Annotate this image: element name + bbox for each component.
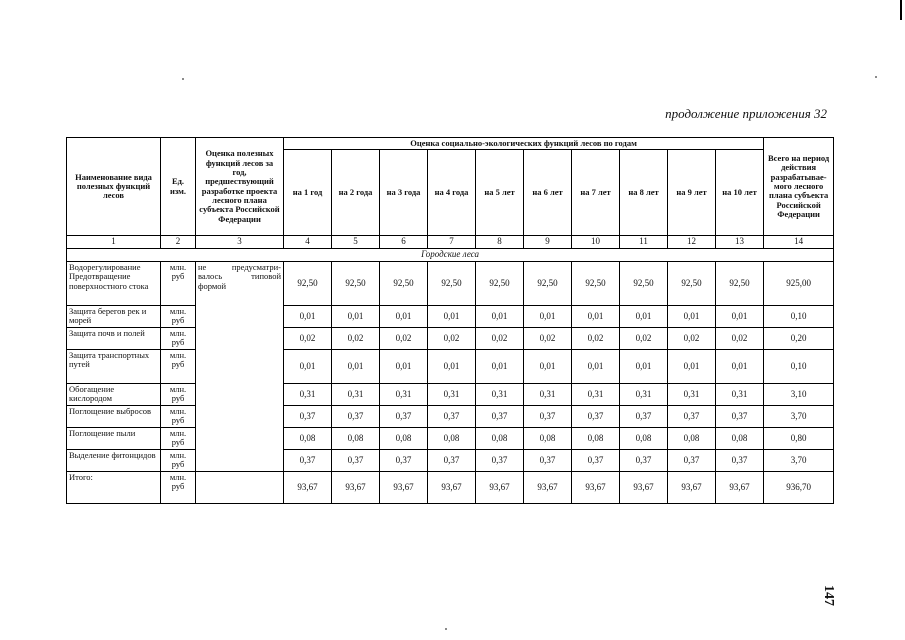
scan-speck (182, 78, 184, 80)
row-year-value: 0,37 (716, 406, 764, 428)
row-year-value: 0,01 (620, 350, 668, 384)
row-year-value: 0,37 (380, 406, 428, 428)
row-year-value: 0,37 (380, 450, 428, 472)
row-year-value: 0,08 (380, 428, 428, 450)
row-name: Итого: (67, 472, 161, 504)
row-unit: млн. руб (161, 262, 196, 306)
row-year-value: 0,01 (524, 350, 572, 384)
row-year-value: 0,01 (332, 350, 380, 384)
table-row (67, 472, 834, 504)
row-year-value: 0,01 (428, 350, 476, 384)
column-number: 10 (572, 236, 620, 249)
row-year-value: 0,02 (476, 328, 524, 350)
row-total: 0,10 (764, 350, 834, 384)
row-year-value: 0,37 (476, 406, 524, 428)
row-year-value: 0,08 (620, 428, 668, 450)
header-name: Наименование вида полезных функций лесов (67, 138, 161, 236)
forest-functions-table (66, 137, 834, 504)
row-year-value: 0,37 (716, 450, 764, 472)
column-number: 13 (716, 236, 764, 249)
column-number: 1 (67, 236, 161, 249)
header-year: на 7 лет (572, 150, 620, 236)
scan-speck (875, 76, 877, 78)
row-year-value: 0,31 (620, 384, 668, 406)
scan-speck (445, 628, 447, 630)
row-year-value: 92,50 (524, 262, 572, 306)
row-total: 925,00 (764, 262, 834, 306)
row-year-value: 92,50 (572, 262, 620, 306)
row-year-value: 0,01 (428, 306, 476, 328)
row-year-value: 93,67 (716, 472, 764, 504)
header-year: на 8 лет (620, 150, 668, 236)
row-year-value: 0,37 (572, 450, 620, 472)
row-year-value: 0,37 (428, 450, 476, 472)
row-name: Обогащение кислородом (67, 384, 161, 406)
row-year-value: 92,50 (380, 262, 428, 306)
header-year: на 2 года (332, 150, 380, 236)
row-year-value: 93,67 (620, 472, 668, 504)
column-number: 12 (668, 236, 716, 249)
header-year: на 10 лет (716, 150, 764, 236)
table-row (67, 262, 834, 306)
row-year-value: 0,01 (332, 306, 380, 328)
row-year-value: 93,67 (332, 472, 380, 504)
row-total: 936,70 (764, 472, 834, 504)
row-year-value: 0,02 (524, 328, 572, 350)
row-year-value: 0,37 (332, 450, 380, 472)
row-year-value: 0,02 (620, 328, 668, 350)
row-year-value: 0,02 (380, 328, 428, 350)
row-unit: млн. руб (161, 450, 196, 472)
row-unit: млн. руб (161, 350, 196, 384)
header-year: на 4 года (428, 150, 476, 236)
column-number: 8 (476, 236, 524, 249)
header-unit: Ед. изм. (161, 138, 196, 236)
row-year-value: 0,31 (476, 384, 524, 406)
scan-edge-mark (900, 0, 902, 20)
column-number: 9 (524, 236, 572, 249)
row-year-value: 0,08 (476, 428, 524, 450)
row-year-value: 0,02 (572, 328, 620, 350)
column-number: 7 (428, 236, 476, 249)
row-unit: млн. руб (161, 428, 196, 450)
row-unit: млн. руб (161, 406, 196, 428)
row-year-value: 0,31 (668, 384, 716, 406)
row-year-value: 0,37 (476, 450, 524, 472)
header-year: на 5 лет (476, 150, 524, 236)
row-year-value: 0,31 (428, 384, 476, 406)
row-name: Поглощение выбросов (67, 406, 161, 428)
column-number: 5 (332, 236, 380, 249)
row-year-value: 0,37 (572, 406, 620, 428)
prev-year-empty (196, 472, 284, 504)
row-total: 3,70 (764, 450, 834, 472)
row-year-value: 93,67 (524, 472, 572, 504)
header-years-group: Оценка социально-экологических функций лесов по годам (284, 138, 764, 150)
row-name: Выделение фитонцидов (67, 450, 161, 472)
row-year-value: 92,50 (476, 262, 524, 306)
row-year-value: 0,01 (284, 306, 332, 328)
table-row (67, 328, 834, 350)
row-year-value: 0,02 (668, 328, 716, 350)
prev-year-note: не предусматри-валось типовой формой (196, 262, 284, 472)
row-year-value: 0,31 (572, 384, 620, 406)
row-name: Поглощение пыли (67, 428, 161, 450)
row-year-value: 0,08 (284, 428, 332, 450)
row-year-value: 0,01 (380, 306, 428, 328)
row-year-value: 92,50 (428, 262, 476, 306)
row-total: 0,20 (764, 328, 834, 350)
column-number: 2 (161, 236, 196, 249)
table-row (67, 306, 834, 328)
column-number: 3 (196, 236, 284, 249)
row-unit: млн. руб (161, 306, 196, 328)
row-year-value: 0,01 (716, 306, 764, 328)
column-number: 6 (380, 236, 428, 249)
row-year-value: 0,31 (524, 384, 572, 406)
header-year: на 3 года (380, 150, 428, 236)
column-number: 14 (764, 236, 834, 249)
row-year-value: 0,08 (332, 428, 380, 450)
row-year-value: 0,31 (284, 384, 332, 406)
row-year-value: 0,01 (620, 306, 668, 328)
row-year-value: 0,01 (572, 350, 620, 384)
row-year-value: 0,02 (428, 328, 476, 350)
row-year-value: 0,08 (572, 428, 620, 450)
row-year-value: 0,37 (668, 450, 716, 472)
table-row (67, 450, 834, 472)
row-year-value: 0,01 (572, 306, 620, 328)
row-year-value: 93,67 (428, 472, 476, 504)
header-year: на 6 лет (524, 150, 572, 236)
row-year-value: 93,67 (572, 472, 620, 504)
row-year-value: 0,37 (620, 450, 668, 472)
row-year-value: 0,31 (380, 384, 428, 406)
row-year-value: 0,02 (284, 328, 332, 350)
column-number: 11 (620, 236, 668, 249)
row-year-value: 93,67 (380, 472, 428, 504)
row-year-value: 0,02 (716, 328, 764, 350)
row-year-value: 92,50 (284, 262, 332, 306)
row-year-value: 0,31 (716, 384, 764, 406)
row-year-value: 93,67 (476, 472, 524, 504)
table-row (67, 428, 834, 450)
row-year-value: 0,08 (428, 428, 476, 450)
row-year-value: 0,31 (332, 384, 380, 406)
row-total: 0,80 (764, 428, 834, 450)
column-number: 4 (284, 236, 332, 249)
row-year-value: 0,08 (716, 428, 764, 450)
row-unit: млн. руб (161, 472, 196, 504)
table-row (67, 350, 834, 384)
row-year-value: 0,02 (332, 328, 380, 350)
row-name: Защита берегов рек и морей (67, 306, 161, 328)
row-year-value: 0,01 (668, 306, 716, 328)
row-total: 3,70 (764, 406, 834, 428)
appendix-caption: продолжение приложения 32 (665, 106, 827, 121)
row-unit: млн. руб (161, 384, 196, 406)
header-total: Всего на период действия разрабатывае-мого лесного плана субъекта Российской Федерации (764, 138, 834, 236)
row-year-value: 0,37 (332, 406, 380, 428)
row-year-value: 93,67 (668, 472, 716, 504)
row-year-value: 92,50 (620, 262, 668, 306)
row-unit: млн. руб (161, 328, 196, 350)
section-header-row (67, 249, 834, 262)
row-year-value: 0,01 (668, 350, 716, 384)
row-year-value: 0,01 (716, 350, 764, 384)
row-year-value: 0,01 (476, 350, 524, 384)
row-year-value: 0,37 (524, 406, 572, 428)
row-year-value: 92,50 (668, 262, 716, 306)
table-row (67, 384, 834, 406)
row-year-value: 92,50 (332, 262, 380, 306)
row-name: Защита почв и полей (67, 328, 161, 350)
page-number: 147 (821, 585, 836, 606)
row-total: 3,10 (764, 384, 834, 406)
section-title: Городские леса (67, 249, 834, 262)
column-numbers-row (67, 236, 834, 249)
row-year-value: 0,08 (524, 428, 572, 450)
row-year-value: 0,01 (476, 306, 524, 328)
header-year: на 9 лет (668, 150, 716, 236)
row-year-value: 0,37 (284, 406, 332, 428)
row-year-value: 0,37 (668, 406, 716, 428)
row-total: 0,10 (764, 306, 834, 328)
row-year-value: 0,37 (284, 450, 332, 472)
row-year-value: 0,01 (380, 350, 428, 384)
row-name: Водорегулирование Предотвращение поверхностного стока (67, 262, 161, 306)
row-year-value: 0,37 (620, 406, 668, 428)
header-year: на 1 год (284, 150, 332, 236)
row-year-value: 0,01 (284, 350, 332, 384)
row-year-value: 0,37 (524, 450, 572, 472)
row-name: Защита транспортных путей (67, 350, 161, 384)
row-year-value: 93,67 (284, 472, 332, 504)
row-year-value: 0,01 (524, 306, 572, 328)
table-row (67, 406, 834, 428)
header-prev-year: Оценка полезных функций лесов за год, предшествующий разработке проекта лесного плана субъекта Российской Федерации (196, 138, 284, 236)
row-year-value: 0,37 (428, 406, 476, 428)
row-year-value: 0,08 (668, 428, 716, 450)
row-year-value: 92,50 (716, 262, 764, 306)
